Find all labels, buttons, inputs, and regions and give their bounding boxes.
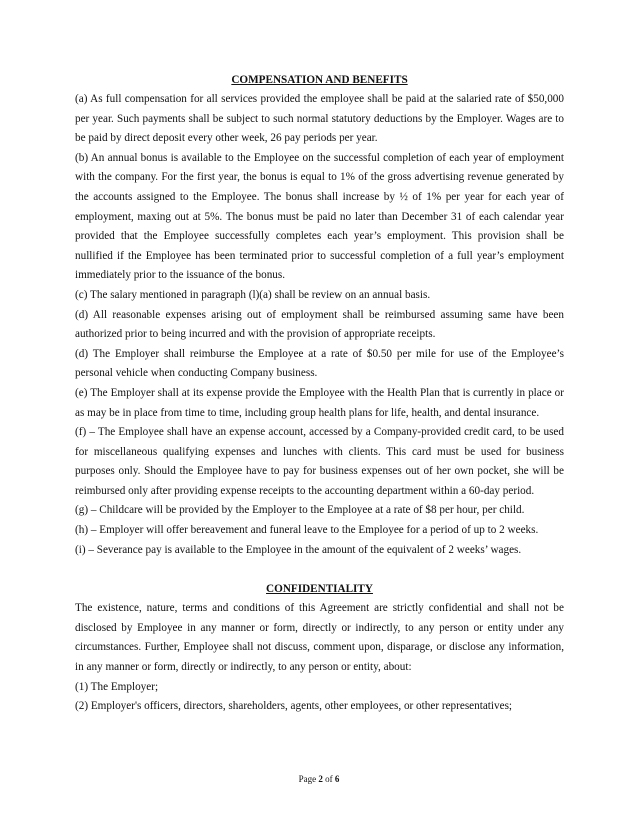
- page-footer: [0, 773, 638, 785]
- compensation-paragraph-f: (f) – The Employee shall have an expense account, accessed by a Company-provided credit card, to be used for miscellaneous qualifying expenses and lunches with clients. This card must be used for business purposes only. Should the Employee have to pay for business expenses out of her own pocket, she will be reimbursed only after providing expense receipts to the accounting department within a 60-day period.: [75, 426, 564, 497]
- compensation-paragraph-h: (h) – Employer will offer bereavement and funeral leave to the Employee for a period of up to 2 weeks.: [75, 524, 539, 537]
- compensation-paragraph-g: (g) – Childcare will be provided by the Employer to the Employee at a rate of $8 per hour, per child.: [75, 504, 525, 517]
- compensation-paragraph-d-expenses: (d) All reasonable expenses arising out of employment shall be reimbursed assuming same have been authorized prior to being incurred and with the provision of appropriate receipts.: [75, 308, 564, 341]
- confidentiality-item-2: (2) Employer's officers, directors, shareholders, agents, other employees, or other representatives;: [75, 700, 513, 713]
- compensation-paragraph-a: (a) As full compensation for all services provided the employee shall be paid at the salaried rate of $50,000 per year. Such payments shall be subject to such normal statutory deductions by the Employer. Wages are to be paid by direct deposit every other week, 26 pay periods per year.: [75, 93, 564, 145]
- confidentiality-item-1: (1) The Employer;: [75, 680, 159, 693]
- confidentiality-paragraph: The existence, nature, terms and conditions of this Agreement are strictly confidential and shall not be disclosed by Employee in any manner or form, directly or indirectly, to any person or entity under any circumstances. Further, Employee shall not discuss, comment upon, disparage, or disclose any information, in any manner or form, directly or indirectly, to any person or entity, about:: [75, 602, 564, 674]
- compensation-paragraph-b: (b) An annual bonus is available to the Employee on the successful completion of each year of employment with the company. For the first year, the bonus is equal to 1% of the gross advertising revenue generated by the accounts assigned to the Employee. The bonus shall increase by ½ of 1% per year for each year of employment, maxing out at 5%. The bonus must be paid no later than December 31 of each calendar year provided that the Employee successfully completes each year’s employment. This provision shall be nullified if the Employee has been terminated prior to successful completion of a full year’s employment immediately prior to the issuance of the bonus.: [75, 151, 564, 282]
- document-page: [75, 70, 564, 717]
- compensation-paragraph-i: (i) – Severance pay is available to the Employee in the amount of the equivalent of 2 weeks’ wages.: [75, 543, 522, 556]
- compensation-paragraph-e: (e) The Employer shall at its expense provide the Employee with the Health Plan that is currently in place or as may be in place from time to time, including group health plans for life, health, and dental insurance.: [75, 386, 564, 419]
- total-pages-number: 6: [334, 774, 340, 784]
- current-page-number: 2: [318, 774, 323, 784]
- page-label: Page: [298, 774, 317, 784]
- compensation-paragraph-c: (c) The salary mentioned in paragraph (l)(a) shall be review on an annual basis.: [75, 288, 431, 301]
- confidentiality-heading: CONFIDENTIALITY: [266, 583, 373, 596]
- compensation-paragraph-d-mileage: (d) The Employer shall reimburse the Employee at a rate of $0.50 per mile for use of the Employee’s personal vehicle when conducting Company business.: [75, 347, 564, 380]
- of-label: of: [325, 774, 333, 784]
- compensation-heading: COMPENSATION AND BENEFITS: [231, 74, 408, 86]
